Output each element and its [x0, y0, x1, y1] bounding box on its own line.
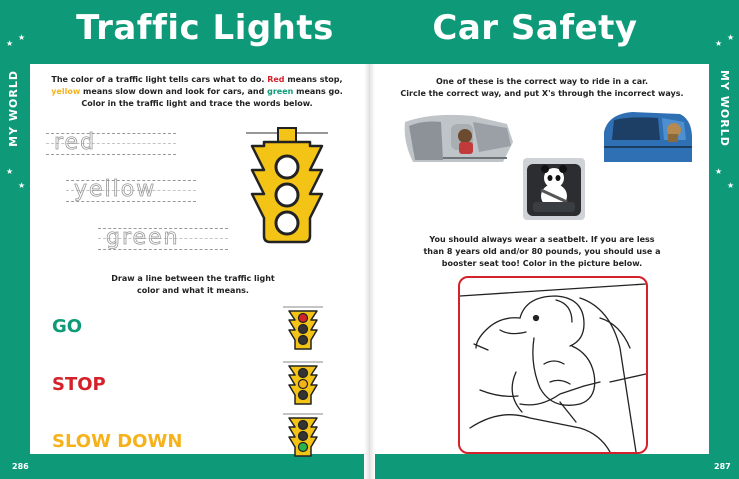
right-page-number: 287: [714, 462, 731, 471]
label-stop[interactable]: STOP: [52, 374, 106, 395]
photo-panda-car-seat[interactable]: [523, 158, 585, 220]
traffic-intro-text: The color of a traffic light tells cars what to do. Red means stop, yellow means slow down and look for cars, and green means go. Color in the traffic light and trace the words below.: [51, 75, 343, 108]
star-icon: ★: [18, 33, 26, 42]
book-spine: [364, 64, 375, 479]
trace-word-yellow[interactable]: yellow: [66, 180, 196, 202]
label-go[interactable]: GO: [52, 316, 83, 337]
star-icon: ★: [727, 33, 735, 42]
large-traffic-light-icon: [246, 124, 328, 246]
right-page-title: Car Safety: [432, 8, 638, 48]
right-side-label: MY WORLD: [718, 70, 731, 147]
left-page-title: Traffic Lights: [76, 8, 334, 48]
photo-car-window[interactable]: [602, 108, 694, 164]
star-icon: ★: [727, 181, 735, 190]
trace-word-red[interactable]: red: [46, 133, 176, 155]
star-icon: ★: [715, 167, 723, 176]
label-slow-down[interactable]: SLOW DOWN: [52, 431, 183, 452]
star-icon: ★: [6, 39, 14, 48]
traffic-light-red-icon[interactable]: [283, 303, 323, 353]
left-side-label: MY WORLD: [7, 70, 20, 147]
star-icon: ★: [18, 181, 26, 190]
right-footer: [375, 454, 739, 479]
traffic-light-yellow-icon[interactable]: [283, 358, 323, 408]
match-instructions: Draw a line between the traffic light color and what it means.: [111, 274, 275, 295]
coloring-picture-elephant[interactable]: [458, 276, 648, 454]
car-safety-intro: One of these is the correct way to ride in a car. Circle the correct way, and put X's through the incorrect ways.: [400, 77, 684, 98]
trace-word-green[interactable]: green: [98, 228, 228, 250]
photo-car-back-seat[interactable]: [403, 112, 515, 164]
seatbelt-text: You should always wear a seatbelt. If you are less than 8 years old and/or 80 pounds, you should use a booster seat too! Color in the picture below.: [423, 235, 661, 268]
left-page-number: 286: [12, 462, 29, 471]
star-icon: ★: [6, 167, 14, 176]
traffic-light-green-icon[interactable]: [283, 410, 323, 460]
star-icon: ★: [715, 39, 723, 48]
